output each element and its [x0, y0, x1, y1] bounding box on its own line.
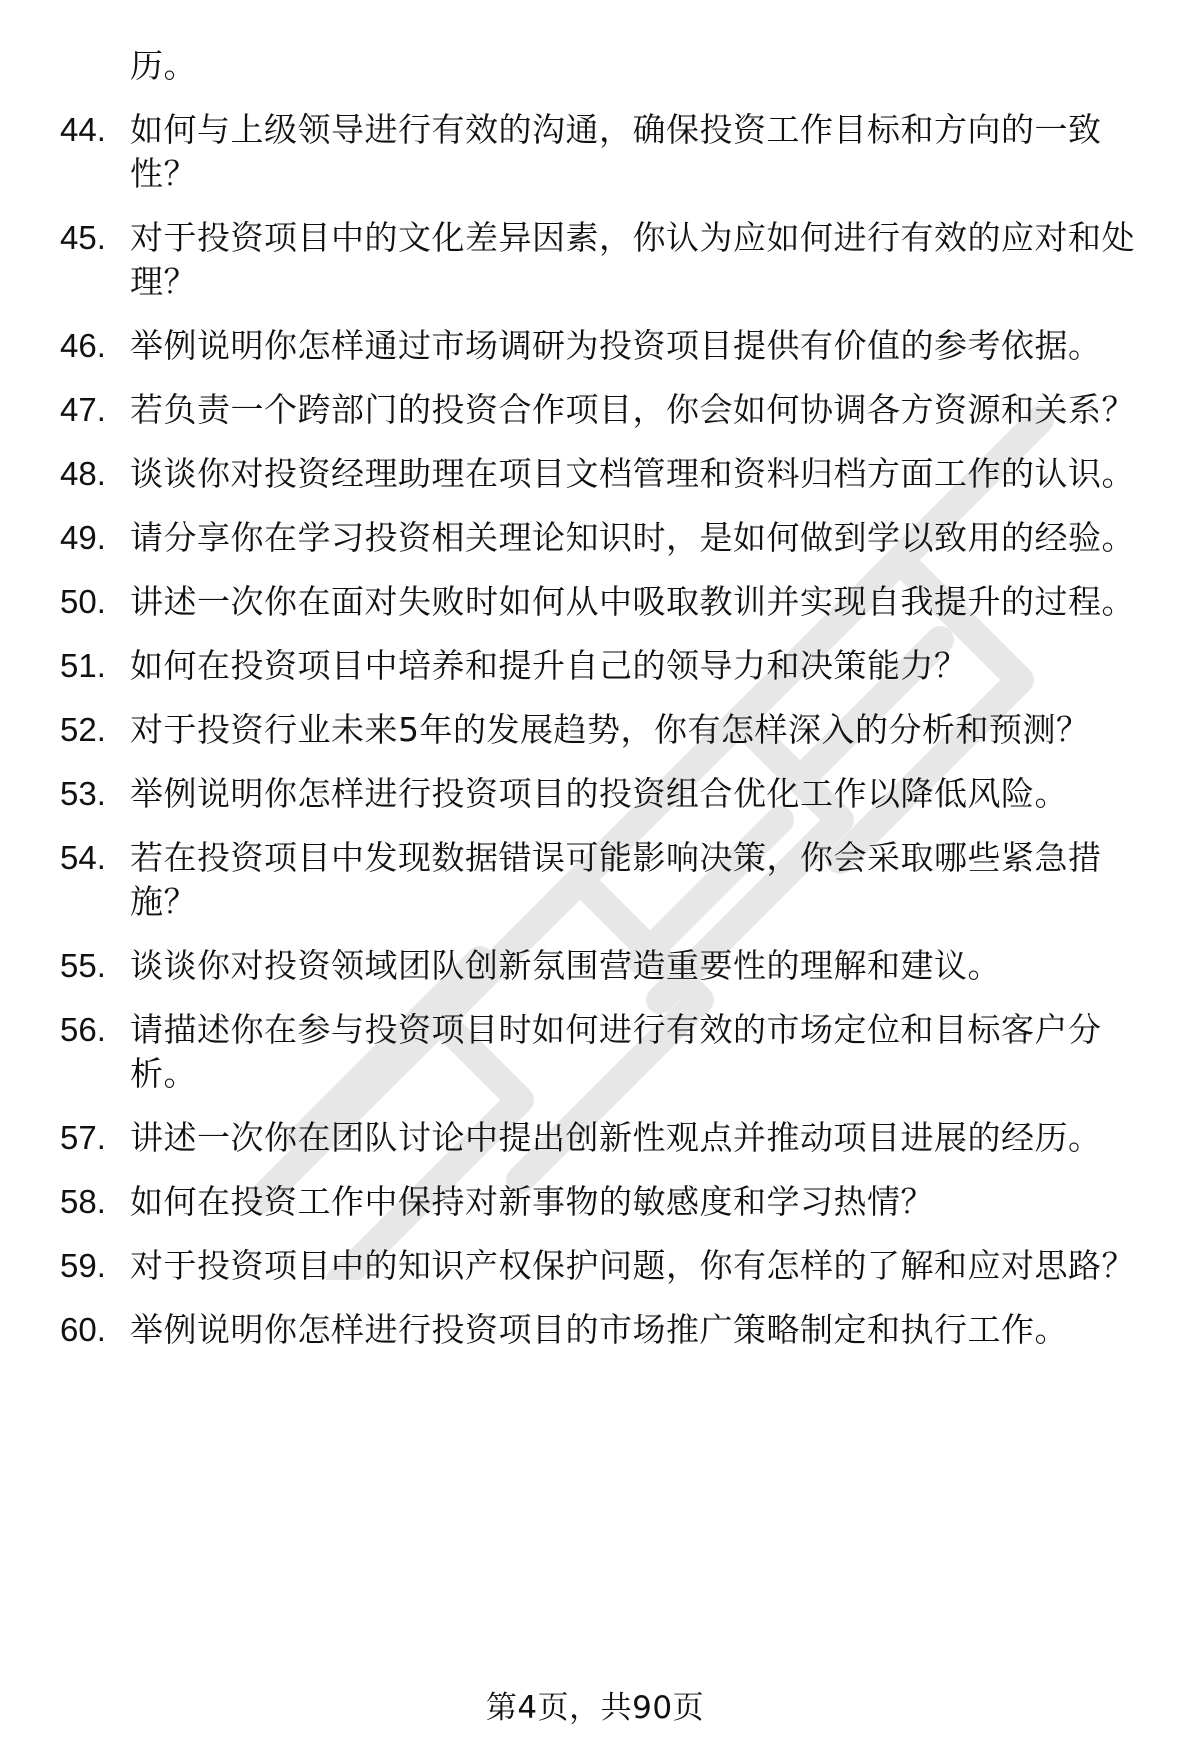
- list-item: [60, 324, 1150, 368]
- question-number: 52.: [60, 711, 106, 748]
- list-item: [60, 836, 1150, 924]
- question-text: 若负责一个跨部门的投资合作项目，你会如何协调各方资源和关系？: [130, 390, 1135, 429]
- question-text: 举例说明你怎样通过市场调研为投资项目提供有价值的参考依据。: [130, 326, 1102, 365]
- list-item: [60, 772, 1150, 816]
- question-number: 55.: [60, 947, 106, 984]
- list-item: [60, 452, 1150, 496]
- question-text: 如何在投资项目中培养和提升自己的领导力和决策能力？: [130, 646, 968, 685]
- question-number: 47.: [60, 391, 106, 428]
- question-text: 如何在投资工作中保持对新事物的敏感度和学习热情？: [130, 1182, 934, 1221]
- list-item: [60, 644, 1150, 688]
- question-number: 57.: [60, 1119, 106, 1156]
- question-number: 53.: [60, 775, 106, 812]
- question-number: 50.: [60, 583, 106, 620]
- question-text: 谈谈你对投资经理助理在项目文档管理和资料归档方面工作的认识。: [130, 454, 1135, 493]
- question-text: 请描述你在参与投资项目时如何进行有效的市场定位和目标客户分析。: [130, 1010, 1102, 1093]
- list-item: [60, 1308, 1150, 1352]
- list-item: [60, 108, 1150, 196]
- question-text: 对于投资行业未来5年的发展趋势，你有怎样深入的分析和预测？: [130, 710, 1090, 749]
- list-item: [60, 944, 1150, 988]
- question-text: 若在投资项目中发现数据错误可能影响决策，你会采取哪些紧急措施？: [130, 838, 1102, 921]
- question-number: 44.: [60, 111, 106, 148]
- page-number-footer: 第4页，共90页: [485, 1690, 705, 1726]
- question-number: 49.: [60, 519, 106, 556]
- list-item: [60, 708, 1150, 752]
- question-number: 59.: [60, 1247, 106, 1284]
- question-text: 对于投资项目中的文化差异因素，你认为应如何进行有效的应对和处理？: [130, 218, 1135, 301]
- list-item: [60, 1244, 1150, 1288]
- list-item: [60, 516, 1150, 560]
- question-text: 讲述一次你在面对失败时如何从中吸取教训并实现自我提升的过程。: [130, 582, 1135, 621]
- list-item: [60, 1116, 1150, 1160]
- question-number: 51.: [60, 647, 106, 684]
- question-number: 54.: [60, 839, 106, 876]
- question-text: 讲述一次你在团队讨论中提出创新性观点并推动项目进展的经历。: [130, 1118, 1102, 1157]
- list-item: [60, 1008, 1150, 1096]
- question-text: 如何与上级领导进行有效的沟通，确保投资工作目标和方向的一致性？: [130, 110, 1102, 193]
- question-text: 举例说明你怎样进行投资项目的市场推广策略制定和执行工作。: [130, 1310, 1068, 1349]
- question-number: 56.: [60, 1011, 106, 1048]
- question-text: 谈谈你对投资领域团队创新氛围营造重要性的理解和建议。: [130, 946, 1001, 985]
- continuation-text: 历。: [130, 46, 197, 85]
- question-number: 60.: [60, 1311, 106, 1348]
- question-number: 58.: [60, 1183, 106, 1220]
- question-number: 45.: [60, 219, 106, 256]
- question-text: 举例说明你怎样进行投资项目的投资组合优化工作以降低风险。: [130, 774, 1068, 813]
- list-item: [60, 216, 1150, 304]
- list-item: [60, 1180, 1150, 1224]
- question-list: [60, 44, 1150, 1372]
- question-text: 对于投资项目中的知识产权保护问题，你有怎样的了解和应对思路？: [130, 1246, 1135, 1285]
- list-item: [60, 580, 1150, 624]
- question-number: 48.: [60, 455, 106, 492]
- question-number: 46.: [60, 327, 106, 364]
- question-text: 请分享你在学习投资相关理论知识时，是如何做到学以致用的经验。: [130, 518, 1135, 557]
- list-item: [60, 388, 1150, 432]
